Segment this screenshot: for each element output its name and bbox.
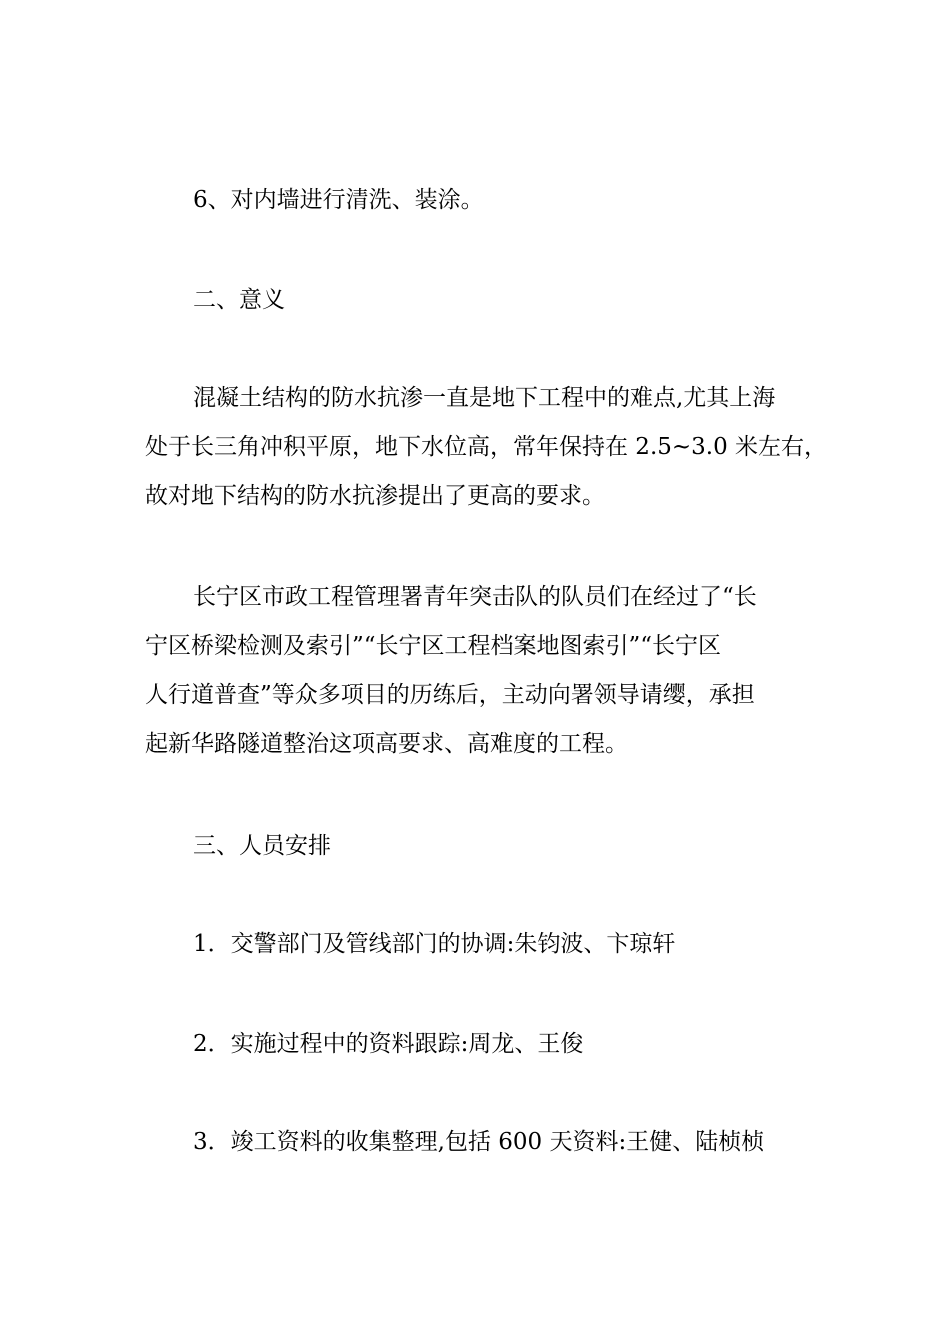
staff-item-1: 1．交警部门及管线部门的协调:朱钧波、卞琼轩 (193, 931, 676, 957)
paragraph-line: 长宁区市政工程管理署青年突击队的队员们在经过了“长 (193, 584, 757, 610)
section-heading-significance: 二、意义 (193, 287, 285, 313)
staff-item-2: 2．实施过程中的资料跟踪:周龙、王俊 (193, 1031, 584, 1057)
paragraph-line: 宁区桥梁检测及索引”“长宁区工程档案地图索引”“长宁区 (145, 633, 722, 659)
paragraph-line: 故对地下结构的防水抗渗提出了更高的要求。 (145, 483, 605, 509)
paragraph-significance (145, 374, 828, 521)
paragraph-team (145, 573, 825, 769)
paragraph-line: 人行道普查”等众多项目的历练后，主动向署领导请缨，承担 (145, 682, 755, 708)
paragraph-line: 处于长三角冲积平原，地下水位高，常年保持在 2.5~3.0 米左右， (145, 434, 828, 460)
staff-item-3: 3．竣工资料的收集整理,包括 600 天资料:王健、陆桢桢 (193, 1129, 765, 1155)
paragraph-line: 混凝土结构的防水抗渗一直是地下工程中的难点,尤其上海 (193, 385, 776, 411)
list-item-6: 6、对内墙进行清洗、装涂。 (193, 187, 484, 213)
section-heading-staff: 三、人员安排 (193, 833, 331, 859)
paragraph-line: 起新华路隧道整治这项高要求、高难度的工程。 (145, 731, 628, 757)
